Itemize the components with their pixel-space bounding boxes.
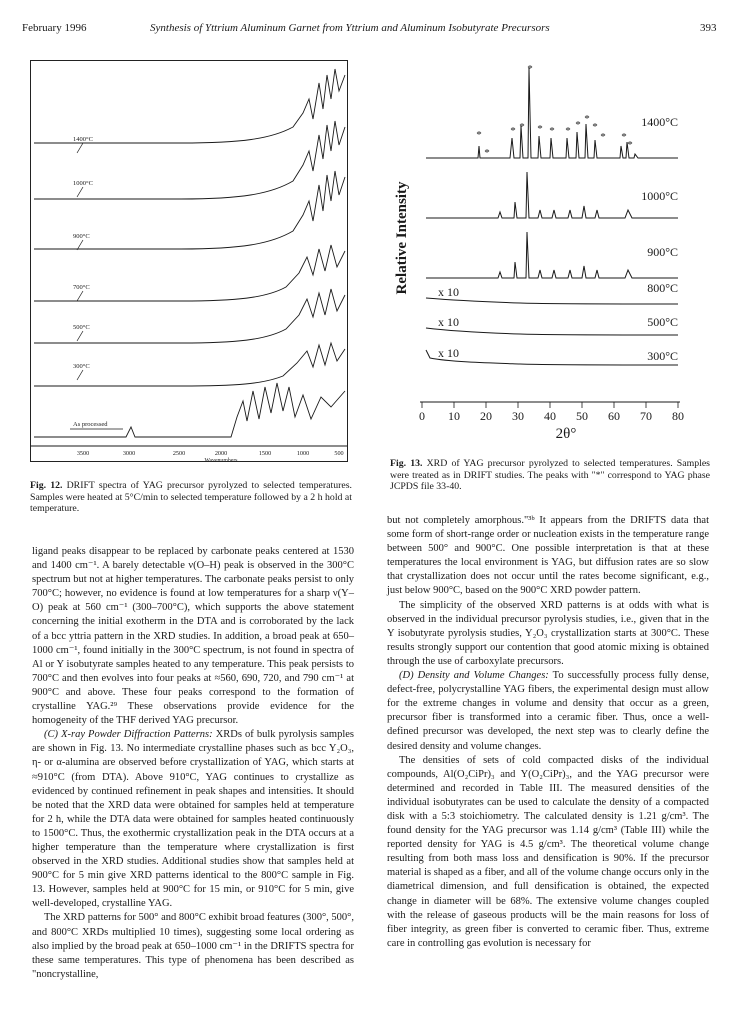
yaq-peak-star: *	[527, 63, 533, 75]
fig12-trace-700	[34, 245, 345, 301]
fig13-x-ticks-marks	[422, 402, 678, 408]
fig12-tick-3500: 3500	[76, 450, 90, 457]
fig13-mult-800: x 10	[438, 285, 459, 299]
fig13-mult-500: x 10	[438, 315, 459, 329]
fig13-label-900: 900°C	[647, 245, 678, 259]
fig13-label-300: 300°C	[647, 349, 678, 363]
fig12-tick-2500: 2500	[172, 450, 186, 457]
fig12-tick-1500: 1500	[258, 450, 272, 457]
fig12-tick-3000: 3000	[122, 450, 136, 457]
yaq-peak-star: *	[621, 131, 627, 143]
fig13-ylabel: Relative Intensity	[394, 181, 410, 295]
fig12-trace-1400	[34, 69, 345, 143]
yaq-peak-star: *	[600, 131, 606, 143]
fig13-trace-800	[426, 298, 678, 304]
yaq-peak-star: *	[537, 123, 543, 135]
fig12-tick-500: 500	[334, 450, 344, 457]
fig13-temp-labels	[641, 115, 678, 363]
fig13-traces	[426, 68, 678, 365]
right-col-paragraph-3	[387, 669, 709, 754]
fig13-trace-1400	[426, 68, 678, 158]
fig13-trace-300	[426, 350, 678, 365]
fig13-label-500: 500°C	[647, 315, 678, 329]
fig12-traces	[34, 69, 345, 437]
yaq-peak-star: *	[575, 119, 581, 131]
fig13-stars	[476, 63, 633, 159]
fig13-caption-label: Fig. 13.	[390, 458, 423, 469]
fig13-trace-1000	[426, 172, 678, 218]
fig13-trace-900	[426, 232, 678, 278]
fig12-caption-label: Fig. 12.	[30, 480, 63, 491]
left-col-paragraph-2	[32, 728, 354, 911]
fig12-tick-1000: 1000	[296, 450, 310, 457]
right-col-paragraph-4: The densities of sets of cold compacted disks of the individual compounds, Al(O₂CiPr)₃ and Y(O₂CiPr)₃, and the YAG precursor were determined and recorded in Table III. The measured densities of the individual isobutyrates can be used to calculate the density of a compacted disk with a 5:3 stoichiometry. The calculated density is 1.21 g/cm³. The found density for the YAG precursor was 1.14 g/cm³ (Table III) while the reported density for YAG is 4.5 g/cm³. The theoretical volume change resulting from both mass loss and densification is 90%. If the precursor material is shaped as a fiber, and all of the volume change occurs only in the diametrical dimension, and full densification is obtained, the expected change in diameter will be 68%. The extensive volume changes coupled with the release of gaseous products will be the main reasons for loss of fiber integrity, as green fiber is converted to ceramic fiber. Thus, extreme care in controlling gas evolution is necessary for	[387, 754, 709, 949]
section-d-heading: (D) Density and Volume Changes:	[399, 670, 549, 682]
fig13-mult-300: x 10	[438, 346, 459, 360]
yaq-peak-star: *	[592, 121, 598, 133]
fig13-caption	[390, 458, 710, 493]
yaq-peak-star: *	[476, 129, 482, 141]
fig13-x-axis	[419, 409, 684, 423]
fig12-caption	[30, 480, 352, 515]
right-column	[387, 514, 709, 951]
yaq-peak-star: *	[549, 125, 555, 137]
fig12-frame	[30, 60, 348, 462]
fig13-tick-70: 70	[640, 409, 652, 423]
yaq-peak-star: *	[627, 139, 633, 151]
fig12-label-500: 500°C	[73, 324, 90, 331]
fig12-labels	[70, 136, 123, 429]
fig12-label-1400: 1400°C	[73, 136, 93, 143]
running-header-date: February 1996	[22, 22, 87, 34]
fig13-mult-labels	[438, 285, 459, 360]
fig13-plot	[380, 60, 706, 475]
running-header-title: Synthesis of Yttrium Aluminum Garnet from Yttrium and Aluminum Isobutyrate Precursors	[150, 22, 550, 34]
fig13-tick-10: 10	[448, 409, 460, 423]
left-column	[32, 545, 354, 982]
yaq-peak-star: *	[484, 147, 490, 159]
yaq-peak-star: *	[510, 125, 516, 137]
fig13-label-1400: 1400°C	[641, 115, 678, 129]
fig13-tick-50: 50	[576, 409, 588, 423]
right-col-paragraph-3-text: To successfully process fully dense, defect-free, polycrystalline YAG fibers, the experimental design must allow for the extreme changes in volume and density that occur as a green, precursor fiber is transformed into a ceramic fiber. Thus, once a well-defined precursor was developed, the next step was to clearly define the desired density and volume changes.	[387, 670, 710, 752]
left-col-paragraph-3: The XRD patterns for 500° and 800°C exhibit broad features (300°, 500°, and 800°C XRDs multiplied 10 times), suggesting some local ordering as also implied by the broad peak at 650–1000 cm⁻¹ in the DRIFTS spectra for these same temperatures. This type of phenomena has been described as "noncrystalline,	[32, 912, 354, 980]
fig13-tick-30: 30	[512, 409, 524, 423]
fig12-trace-1000	[34, 121, 345, 199]
fig12-label-900: 900°C	[73, 233, 90, 240]
left-col-paragraph-2-text: XRDs of bulk pyrolysis samples are shown in Fig. 13. No intermediate crystalline phases such as bcc Y₂O₃, η- or α-alumina are observed before crystallization of YAG, which starts at ≈910°C (from DTA). Above 910°C, YAG continues to crystallize as evidenced by continued refinement in peak shapes and intensities. It should be noted that the XRD data were obtained for samples held at temperature for 2 h, while the DTA data were obtained for samples heated continuously to 1500°C. Thus, the exothermic crystallization peak in the DTA occurs at a higher temperature than the temperature where crystallization is first observed in the XRD studies. Additional studies show that samples held at 900°C for 5 min give XRD patterns identical to the 800°C sample in Fig. 13. However, samples held at 900°C for 15 min, or 910°C for 5 min, give well-developed, crystalline YAG.	[32, 729, 355, 910]
fig12-label-asprocessed: As processed	[73, 421, 108, 428]
fig12-label-700: 700°C	[73, 284, 90, 291]
page-number: 393	[700, 22, 717, 34]
fig12-tick-2000: 2000	[214, 450, 228, 457]
right-col-paragraph-2: The simplicity of the observed XRD patterns is at odds with what is observed in the individual precursor pyrolysis studies, i.e., given that in the Y isobutyrate pyrolysis studies, Y₂O₃ crystallization starts at 300°C. These results strongly support our contention that good atomic mixing is obtained through the use of carboxylate precursors.	[387, 599, 709, 667]
fig13-tick-80: 80	[672, 409, 684, 423]
fig12-x-axis	[77, 450, 344, 461]
yaq-peak-star: *	[565, 125, 571, 137]
fig12-plot	[31, 61, 347, 461]
fig13-tick-40: 40	[544, 409, 556, 423]
fig13-caption-text: XRD of YAG precursor pyrolyzed to selected temperatures. Samples were treated as in DRIFT studies. The peaks with "*" correspond to YAG phase JCPDS file 33-40.	[390, 458, 710, 493]
left-col-paragraph-1: ligand peaks disappear to be replaced by carbonate peaks centered at 1530 and 1400 cm⁻¹. A barely detectable ν(O–H) peak is observed in the 300°C spectrum but not at higher temperatures. The carbonate peaks persist to only 700°C; however, no evidence is found at low temperatures for a sharp ν(Y–O) peak at 560 cm⁻¹ (300–700°C), which supports the above statement concerning the initial exotherm in the DTA and is corroborated by the lack of a bcc yttria pattern in the XRD studies. In addition, a broad peak at 650–1000 cm⁻¹, found initially in the 300°C spectrum, is not found in spectra of Al or Y isobutyrate samples heated to any temperature. This peak persists to 700°C and then evolves into four peaks at ≈560, 690, 720, and 790 cm⁻¹ at 900°C and above. These four peaks correspond to the formation of crystalline YAG.²⁹ These observations provide evidence for the homogeneity of the THF derived YAG precursor.	[32, 546, 354, 727]
yaq-peak-star: *	[584, 113, 590, 125]
right-col-paragraph-1: but not completely amorphous."³ᵇ It appears from the DRIFTS data that some form of short-range order or nucleation exists in the temperature range between 500° and 900°C. One possible interpretation is that at these temperatures the local environment is YAG, but diffusion rates are so slow that crystallization does not occur until the rates become significant, e.g., just below 900°C, based on the 900°C XRD powder pattern.	[387, 515, 709, 597]
fig13-tick-60: 60	[608, 409, 620, 423]
fig12-label-1000: 1000°C	[73, 180, 93, 187]
fig12-caption-text: DRIFT spectra of YAG precursor pyrolyzed to selected temperatures. Samples were heated at 5°C/min to selected temperature followed by a 2 h hold at temperature.	[30, 480, 352, 515]
section-c-heading: (C) X-ray Powder Diffraction Patterns:	[44, 729, 213, 741]
fig13-tick-20: 20	[480, 409, 492, 423]
fig13-trace-500	[426, 328, 678, 335]
fig13-tick-0: 0	[419, 409, 425, 423]
yaq-peak-star: *	[519, 121, 525, 133]
fig12-x-label: Wavenumbers	[204, 458, 238, 461]
fig13-label-800: 800°C	[647, 281, 678, 295]
fig12-label-300: 300°C	[73, 363, 90, 370]
fig13-label-1000: 1000°C	[641, 189, 678, 203]
fig13-xlabel: 2θ°	[555, 426, 577, 442]
